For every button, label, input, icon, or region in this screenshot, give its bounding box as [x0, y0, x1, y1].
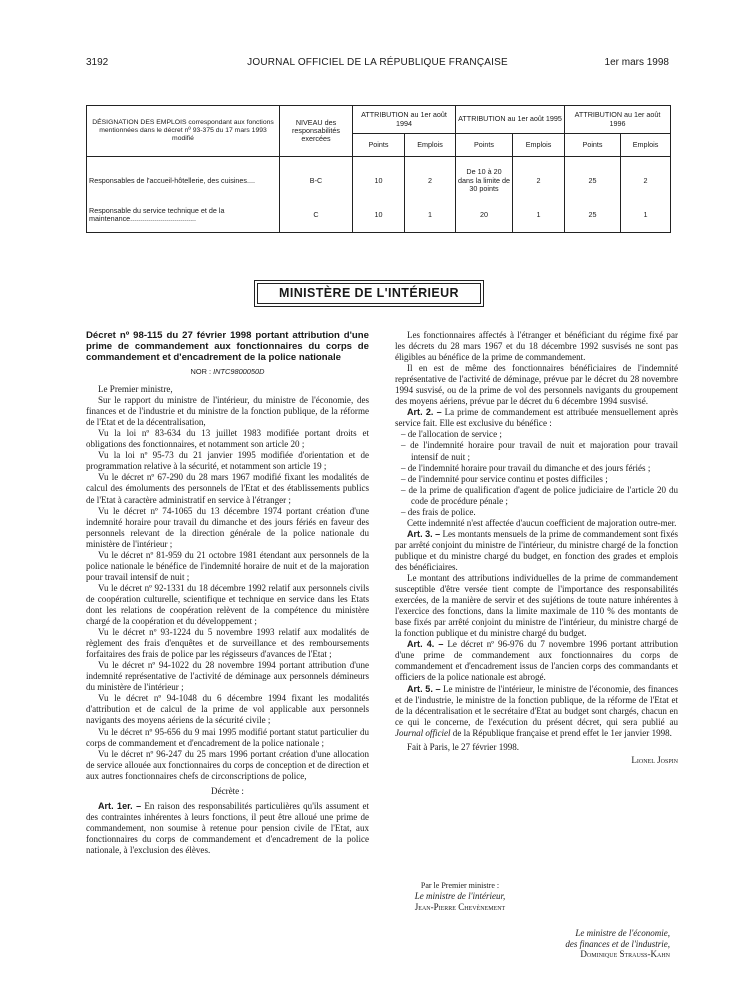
visa-paragraph: Sur le rapport du ministre de l'intérieur, du ministre de l'économie, des finances et de l'industrie et du ministre de la fonction publique, de la réforme de l'Etat et de la décentralisation,	[86, 395, 369, 428]
header-attr-1994: ATTRIBUTION au 1er août 1994	[353, 106, 456, 134]
visa-paragraph: Vu le décret nº 95-656 du 9 mai 1995 modifié portant statut particulier du corps de commandement et d'encadrement de la police nationale ;	[86, 726, 369, 748]
visa-paragraph: Vu le décret nº 93-1224 du 5 novembre 1993 relatif aux modalités de règlement des frais d'enquêtes et de surveillance et des remboursements forfaitaires des frais de police par les régisseurs d'avances de l'Etat ;	[86, 627, 369, 660]
cell-emplois-1995: 2	[513, 157, 565, 199]
paragraph: Les fonctionnaires affectés à l'étranger et bénéficiant du régime fixé par les décrets du 28 mars 1967 et du 18 décembre 1992 susvisés ne sont pas éligibles au bénéfice de la prime de commandement.	[395, 330, 678, 363]
cell-emplois-1995: 1	[513, 199, 565, 233]
visa-paragraph: Vu le décret nº 74-1065 du 13 décembre 1974 portant création d'une indemnité horaire pour travail du dimanche et des jours fériés en faveur des personnels relevant de la direction générale de la police nationale du ministère de l'intérieur ;	[86, 505, 369, 549]
header-points: Points	[456, 134, 513, 157]
ministry-heading: MINISTÈRE DE L'INTÉRIEUR	[257, 283, 481, 304]
list-item: – de l'indemnité horaire pour travail de nuit et majoration pour travail intensif de nuit ;	[401, 440, 678, 462]
cell-emplois-1994: 2	[405, 157, 456, 199]
header-points: Points	[353, 134, 405, 157]
cell-niveau: C	[280, 199, 353, 233]
header-niveau: NIVEAU des responsabilités exercées	[280, 106, 353, 157]
cell-points-1995: De 10 à 20 dans la limite de 30 points	[456, 157, 513, 199]
header-emplois: Emplois	[405, 134, 456, 157]
table-row	[87, 199, 671, 233]
page-number: 3192	[86, 57, 109, 68]
visa-paragraph: Vu la loi nº 95-73 du 21 janvier 1995 modifiée d'orientation et de programmation relative à la sécurité, et notamment son article 19 ;	[86, 450, 369, 472]
minister-economy-title: Le ministre de l'économie,	[575, 928, 670, 938]
article-5: Art. 5. – Le ministre de l'intérieur, le ministre de l'économie, des finances et de l'industrie, le ministre de la fonction publique, de la réforme de l'Etat et de la décentralisation et le secrétaire d'Etat au budget sont chargés, chacun en ce qui le concerne, de l'exécution du présent décret, qui sera publié au Journal officiel de la République française et prend effet le 1er janvier 1998.	[395, 683, 679, 738]
article-2: Art. 2. – La prime de commandement est attribuée mensuellement après service fait. Elle est exclusive du bénéfice :	[395, 407, 678, 429]
list-item: – de l'indemnité pour service continu et postes difficiles ;	[401, 473, 608, 484]
header-attr-1995: ATTRIBUTION au 1er août 1995	[456, 106, 565, 134]
paragraph: Il en est de même des fonctionnaires bénéficiaires de l'indemnité représentative de l'activité de déminage, prévue par le décret du 28 novembre 1994 susvisé, ou de la prime de vol des personnels navigants du groupement des moyens aériens, prévue par le décret du 6 décembre 1994 susvisé.	[395, 363, 678, 407]
right-column	[395, 330, 678, 766]
running-head	[86, 57, 669, 71]
minister-interior-title: Le ministre de l'intérieur,	[414, 891, 506, 901]
cell-niveau: B-C	[280, 157, 353, 199]
visa-paragraph: Vu le décret nº 92-1331 du 18 décembre 1992 relatif aux personnels civils de coopération culturelle, scientifique et technique en service dans les Etats dont les relations de coopération relèvent de la compétence du ministère chargé de la coopération et du développement ;	[86, 582, 369, 627]
header-attr-1996: ATTRIBUTION au 1er août 1996	[565, 106, 671, 134]
decree-title: Décret nº 98-115 du 27 février 1998 portant attribution d'une prime de commandement aux fonctionnaires du corps de commandement et d'encadrement de la police nationale	[86, 330, 369, 363]
article-3: Art. 3. – Les montants mensuels de la prime de commandement sont fixés par arrêté conjoint du ministre de l'intérieur, du ministre chargé de la fonction publique et du ministre chargé du budget, en fonction des grades et emplois des bénéficiaires.	[395, 528, 679, 572]
left-column	[86, 330, 369, 856]
article-4: Art. 4. – Le décret nº 96-976 du 7 novembre 1996 portant attribution d'une prime de commandement aux fonctionnaires du corps de commandement et d'encadrement issus de l'ancien corps des commandants et officiers de la police nationale est abrogé.	[395, 639, 679, 683]
paragraph: Cette indemnité n'est affectée d'aucun coefficient de majoration outre-mer.	[407, 517, 677, 528]
cell-points-1996: 25	[565, 157, 621, 199]
journal-title: JOURNAL OFFICIEL DE LA RÉPUBLIQUE FRANÇAISE	[247, 57, 508, 68]
header-points: Points	[565, 134, 621, 157]
visa-paragraph: Vu le décret nº 81-959 du 21 octobre 1981 étendant aux personnels de la police nationale le bénéfice de l'indemnité horaire de nuit et de la majoration pour travail intensif de nuit ;	[86, 549, 369, 582]
header-designation: DÉSIGNATION DES EMPLOIS correspondant aux fonctions mentionnées dans le décret nº 93-375 du 17 mars 1993 modifié	[87, 106, 280, 157]
table-row	[87, 157, 671, 199]
visa-paragraph: Vu le décret nº 96-247 du 25 mars 1996 portant création d'une allocation de service allouée aux fonctionnaires du corps de conception et de direction et aux autres fonctionnaires chefs de circonscriptions de police,	[86, 748, 369, 781]
visa-paragraph: Vu le décret nº 94-1022 du 28 novembre 1994 portant attribution d'une indemnité représentative de l'activité de déminage aux personnels démineurs du ministère de l'intérieur ;	[86, 660, 369, 693]
visa-paragraph: Vu la loi nº 83-634 du 13 juillet 1983 modifiée portant droits et obligations des fonctionnaires, et notamment son article 20 ;	[86, 428, 369, 450]
list-item: – de la prime de qualification d'agent de police judiciaire de l'article 20 du code de procédure pénale ;	[401, 484, 678, 506]
visa-paragraph: Le Premier ministre,	[98, 384, 173, 395]
minister-economy-name: Dominique Strauss-Kahn	[580, 949, 670, 959]
nor-reference: NOR : INTC9800050D	[190, 367, 265, 376]
cell-points-1994: 10	[353, 157, 405, 199]
cell-points-1994: 10	[353, 199, 405, 233]
cell-emplois-1996: 2	[621, 157, 671, 199]
par-premier-ministre: Par le Premier ministre :	[420, 881, 500, 890]
cell-emplois-1996: 1	[621, 199, 671, 233]
issue-date: 1er mars 1998	[604, 57, 669, 68]
list-item: – des frais de police.	[401, 506, 476, 517]
article-1: Art. 1er. – En raison des responsabilités particulières qu'ils assument et des contraintes inhérentes à leurs fonctions, il peut être alloué une prime de commandement, non soumise à retenue pour pension civile de l'Etat, aux fonctionnaires du corps de commandement et d'encadrement de la police nationale, à l'exclusion des élèves.	[86, 800, 369, 855]
header-emplois: Emplois	[621, 134, 671, 157]
list-item: – de l'allocation de service ;	[401, 429, 502, 440]
allocation-table	[86, 105, 671, 233]
visa-paragraph: Vu le décret nº 94-1048 du 6 décembre 1994 fixant les modalités d'attribution et de calcul de la prime de vol applicable aux personnels navigants des moyens aériens de la sécurité civile ;	[86, 693, 369, 726]
signature-place-date: Fait à Paris, le 27 février 1998.	[407, 741, 520, 752]
header-emplois: Emplois	[513, 134, 565, 157]
cell-points-1995: 20	[456, 199, 513, 233]
signatory-prime-minister: Lionel Jospin	[631, 754, 678, 765]
minister-interior-name: Jean-Pierre Chevènement	[414, 902, 506, 912]
cell-points-1996: 25	[565, 199, 621, 233]
cell-designation: Responsable du service technique et de la maintenance.................................	[87, 199, 280, 233]
list-item: – de l'indemnité horaire pour travail du dimanche et des jours fériés ;	[401, 462, 651, 473]
cell-emplois-1994: 1	[405, 199, 456, 233]
cell-designation: Responsables de l'accueil-hôtellerie, des cuisines....	[87, 157, 280, 199]
visa-paragraph: Vu le décret nº 67-290 du 28 mars 1967 modifié fixant les modalités de calcul des émoluments des personnels de l'Etat et des établissements publics de l'Etat à caractère administratif en service à l'étranger ;	[86, 472, 369, 505]
minister-economy-title-2: des finances et de l'industrie,	[565, 938, 670, 949]
countersign-block-economie	[520, 928, 670, 960]
countersign-block-interieur	[385, 880, 535, 913]
paragraph: Le montant des attributions individuelles de la prime de commandement susceptible d'être versée tient compte de l'importance des responsabilités exercées, de la manière de servir et des sujétions de toute nature inhérentes à l'exercice des fonctions, dans la limite maximale de 110 % des montants de base fixés par arrêté conjoint du ministre de l'intérieur, du ministre chargé de la fonction publique et du ministre chargé du budget.	[395, 573, 678, 639]
decrete-heading: Décrète :	[211, 785, 244, 796]
